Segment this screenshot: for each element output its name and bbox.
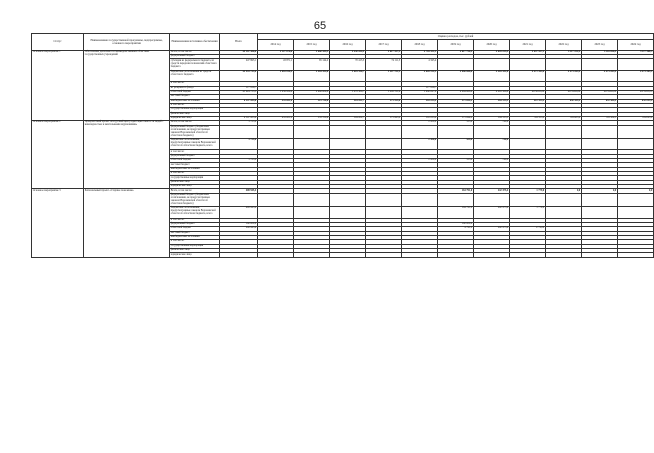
year-value-cell [330, 139, 366, 150]
year-value-cell: 651 584,5 [582, 99, 618, 103]
year-value-cell [474, 125, 510, 138]
year-value-cell: 651584,5 [582, 116, 618, 120]
year-value-cell: 2 450,0 [402, 121, 438, 125]
source-cell: в том числе: [170, 82, 220, 86]
source-cell: в том числе: [170, 103, 220, 107]
year-value-cell: 70 413,3 [330, 59, 366, 70]
source-cell: в том числе: [170, 218, 220, 222]
year-value-cell: 535,0 [438, 159, 474, 163]
year-value-cell: 4 475 263,9 [546, 70, 582, 81]
year-value-cell: 3 078 386,7 [330, 90, 366, 94]
year-value-cell: 3 980 097,8 [402, 90, 438, 94]
source-cell: внебюджетные источники [170, 99, 220, 103]
header-year: 2022 год [546, 40, 582, 50]
year-value-cell: 584 133,1 [474, 99, 510, 103]
year-value-cell [618, 207, 654, 218]
total-cell [220, 253, 258, 257]
year-value-cell: 4 785 331,3 [402, 50, 438, 54]
year-value-cell: 242 475,4 [474, 227, 510, 231]
year-value-cell: 4 475 263,9 [582, 70, 618, 81]
year-value-cell: 433 001,0 [258, 116, 294, 120]
source-cell: в том числе: [170, 172, 220, 176]
year-value-cell: 652093,4 [618, 116, 654, 120]
year-value-cell: 333 700,6 [294, 116, 330, 120]
year-value-cell: 1 779,0 [510, 189, 546, 193]
year-value-cell: 5 117 252,5 [546, 50, 582, 54]
year-value-cell [330, 253, 366, 257]
year-value-cell [546, 193, 582, 206]
year-value-cell: 4479163,88 [510, 90, 546, 94]
total-cell: 3 725,0 [220, 121, 258, 125]
year-value-cell [582, 207, 618, 218]
year-value-cell [438, 193, 474, 206]
header-year: 2023 год [582, 40, 618, 50]
total-cell: 117 916,7 [220, 86, 258, 90]
total-cell: 41 424 735,3 [220, 90, 258, 94]
year-value-cell [366, 139, 402, 150]
source-cell: внебюджетные источники [170, 235, 220, 239]
year-value-cell: 581 233,2 [402, 116, 438, 120]
header-year: 2016 год [330, 40, 366, 50]
year-value-cell [402, 125, 438, 138]
year-value-cell [258, 125, 294, 138]
header-year: 2024 год [618, 40, 654, 50]
year-value-cell: 4475262,88 [546, 90, 582, 94]
program-name-cell: Региональный проект «Старшее поколение» [84, 189, 170, 257]
header-year: 2017 год [366, 40, 402, 50]
year-value-cell: 1779,00 [510, 227, 546, 231]
year-value-cell: 4 265 166,0 [474, 90, 510, 94]
total-cell: 6 347 283,8 [220, 99, 258, 103]
year-value-cell: 164 791,0 [438, 207, 474, 218]
year-value-cell: 0,0 [582, 189, 618, 193]
total-cell: 160 000,0 [220, 222, 258, 226]
source-cell: федеральный бюджет [170, 55, 220, 59]
year-value-cell: 2 968 604,8 [294, 90, 330, 94]
header-year: 2018 год [402, 40, 438, 50]
year-value-cell [618, 253, 654, 257]
year-value-cell: 4 475 263,9 [618, 70, 654, 81]
budget-table [31, 33, 654, 258]
year-value-cell [366, 207, 402, 218]
source-cell: в том числе: [170, 150, 220, 154]
year-value-cell: 242 475,4 [474, 189, 510, 193]
header-source: Наименование источника обеспечения [170, 34, 220, 51]
total-cell: 6 347 283,8 [220, 116, 258, 120]
total-cell: 408 945,4 [220, 189, 258, 193]
source-cell: в том числе: [170, 240, 220, 244]
source-cell: федеральный бюджет [170, 154, 220, 158]
year-value-cell [618, 193, 654, 206]
year-value-cell: 740,0 [474, 139, 510, 150]
year-value-cell [366, 125, 402, 138]
year-value-cell: 650185,2 [546, 116, 582, 120]
year-value-cell: 242 475,4 [474, 207, 510, 218]
year-value-cell [510, 253, 546, 257]
year-value-cell: 740,0 [474, 121, 510, 125]
year-value-cell: 5 097 957,1 [510, 50, 546, 54]
year-value-cell [438, 125, 474, 138]
table-body [32, 50, 654, 257]
year-value-cell: 5 083 810,5 [258, 70, 294, 81]
year-value-cell: 575 995,0 [366, 99, 402, 103]
year-value-cell [582, 193, 618, 206]
year-value-cell [258, 253, 294, 257]
year-value-cell [582, 253, 618, 257]
year-value-cell [510, 139, 546, 150]
source-cell: государственные корпорации [170, 108, 220, 112]
source-cell: физические лица [170, 112, 220, 116]
year-value-cell: 5 817 107,3 [366, 50, 402, 54]
year-value-cell: 652 093,4 [618, 99, 654, 103]
year-value-cell [546, 207, 582, 218]
year-value-cell [258, 139, 294, 150]
year-value-cell: 504 202,7 [330, 116, 366, 120]
year-value-cell: 3 207 701,3 [366, 70, 402, 81]
source-cell: юридические лица [170, 185, 220, 189]
year-value-cell [618, 125, 654, 138]
year-value-cell [510, 193, 546, 206]
header-total: Всего [220, 34, 258, 51]
total-cell [220, 125, 258, 138]
year-value-cell [294, 253, 330, 257]
source-cell: бюджетные ассигнования, предусмотренные законом Воронежской области об областном бюджете, всего [170, 139, 220, 150]
year-value-cell: 4 617 790,5 [438, 50, 474, 54]
year-value-cell [546, 139, 582, 150]
year-value-cell [258, 193, 294, 206]
year-value-cell: 5 117 368,3 [618, 50, 654, 54]
year-value-cell [294, 139, 330, 150]
program-name-cell: Обеспечение деятельности межведомственных областных государственных учреждений [84, 50, 170, 121]
source-cell: бюджетные ассигнования, предусмотренные законом Воронежской области об областном бюджете, всего [170, 207, 220, 218]
year-value-cell: 584 133,1 [474, 116, 510, 120]
year-value-cell [330, 207, 366, 218]
year-value-cell [474, 59, 510, 70]
year-value-cell [618, 59, 654, 70]
year-value-cell: 5 060 189,3 [294, 50, 330, 54]
year-value-cell: 535,0 [438, 139, 474, 150]
source-cell: физические лица [170, 248, 220, 252]
year-value-cell [330, 193, 366, 206]
year-value-cell: 5 430 204,5 [330, 50, 366, 54]
total-cell: 248 945,4 [220, 227, 258, 231]
source-cell: Всего, в том числе: [170, 189, 220, 193]
year-value-cell: 4 265 182,8 [474, 70, 510, 81]
year-value-cell: 2 450,0 [402, 139, 438, 150]
year-value-cell: 0,0 [618, 189, 654, 193]
source-cell: государственные корпорации [170, 244, 220, 248]
year-value-cell [474, 193, 510, 206]
year-value-cell: 5 039 939,0 [258, 90, 294, 94]
year-value-cell [294, 125, 330, 138]
year-value-cell: 3 005 596,7 [330, 70, 366, 81]
header-year: 2021 год [510, 40, 546, 50]
total-cell: 247 993,1 [220, 59, 258, 70]
year-value-cell [366, 253, 402, 257]
year-value-cell: 4 471 163,0 [510, 70, 546, 81]
year-value-cell: 4 899 225,2 [474, 50, 510, 54]
year-value-cell: 740,0 [474, 159, 510, 163]
year-value-cell [258, 207, 294, 218]
source-cell: юридические лица [170, 253, 220, 257]
year-value-cell [402, 193, 438, 206]
status-cell: Основное мероприятие 3 [32, 189, 84, 257]
year-value-cell [618, 139, 654, 150]
source-cell: Всего, в том числе: [170, 50, 220, 54]
total-cell [220, 193, 258, 206]
year-value-cell [330, 125, 366, 138]
source-cell: из резервного фонда [170, 86, 220, 90]
year-value-cell: 650 185,2 [546, 99, 582, 103]
year-value-cell [546, 59, 582, 70]
year-value-cell: 611353,2 [510, 116, 546, 120]
source-cell: федеральный бюджет [170, 222, 220, 226]
year-value-cell: 3 209 761,4 [366, 90, 402, 94]
year-value-cell [294, 193, 330, 206]
year-value-cell [582, 59, 618, 70]
year-value-cell [366, 193, 402, 206]
status-cell: Основное мероприятие 1 [32, 50, 84, 121]
header-name: Наименование государственной программы, подпрограммы, основного мероприятия [84, 34, 170, 51]
year-value-cell: 433 001,0 [258, 99, 294, 103]
header-year: 2019 год [438, 40, 474, 50]
year-value-cell: 4 066 668,8 [438, 70, 474, 81]
year-value-cell [510, 59, 546, 70]
year-value-cell [438, 253, 474, 257]
source-cell: областной бюджет [170, 90, 220, 94]
year-value-cell: 4475263,88 [618, 90, 654, 94]
source-cell: федеральный бюджет (бюджетные ассигнования, не предусмотренные законом Воронежской области об областном бюджете) [170, 125, 220, 138]
year-value-cell: 117 916,7 [402, 86, 438, 90]
source-cell: областной бюджет [170, 159, 220, 163]
source-cell: государственные корпорации [170, 176, 220, 180]
year-value-cell: 65 144,2 [294, 59, 330, 70]
year-value-cell: 2 984 494,6 [294, 70, 330, 81]
year-value-cell: 5 127 676,0 [258, 50, 294, 54]
year-value-cell [438, 59, 474, 70]
year-value-cell: 1 779,0 [510, 207, 546, 218]
year-value-cell: 43 871,1 [258, 59, 294, 70]
year-value-cell: 0,0 [546, 189, 582, 193]
table-header [32, 34, 654, 51]
year-value-cell [474, 253, 510, 257]
year-value-cell: 583 233,2 [402, 99, 438, 103]
year-value-cell [546, 253, 582, 257]
year-value-cell: 575 995,2 [366, 116, 402, 120]
source-cell: субсидии из федерального бюджета, из средств передачи полномочий областного бюджета [170, 59, 220, 70]
year-value-cell: 5 116 896,5 [582, 50, 618, 54]
source-cell: местный бюджет [170, 95, 220, 99]
year-value-cell [582, 125, 618, 138]
source-cell: бюджетные ассигнования из средств областного бюджета [170, 70, 220, 81]
header-year: 2014 год [258, 40, 294, 50]
year-value-cell: 535,0 [438, 121, 474, 125]
year-value-cell: 4 064 668,8 [438, 90, 474, 94]
source-cell: федеральный бюджет (бюджетные ассигнования, не предусмотренные законом Воронежской области об областном бюджете) [170, 193, 220, 206]
source-cell: внебюджетные источники [170, 167, 220, 171]
year-value-cell: 504 201,7 [330, 99, 366, 103]
year-value-cell [546, 125, 582, 138]
year-value-cell: 74 111,5 [366, 59, 402, 70]
program-name-cell: Приоритетный проект «Ресурсный центр адаптации занятости людей с инвалидностью и ментальными нарушениями» [84, 121, 170, 189]
source-cell: местный бюджет [170, 163, 220, 167]
year-value-cell: 164 791,0 [438, 189, 474, 193]
total-cell: 3 725,0 [220, 159, 258, 163]
year-value-cell [294, 207, 330, 218]
year-value-cell: 323 700,6 [294, 99, 330, 103]
year-value-cell [402, 253, 438, 257]
year-value-cell: 571 694,2 [438, 116, 474, 120]
source-cell: местный бюджет [170, 231, 220, 235]
header-status: Статус [32, 34, 84, 51]
year-value-cell [582, 139, 618, 150]
header-year: 2015 год [294, 40, 330, 50]
total-cell: 408 945,4 [220, 207, 258, 218]
source-cell: юридические лица [170, 116, 220, 120]
year-value-cell: 4 345,4 [402, 59, 438, 70]
year-value-cell: 4 028 912,3 [402, 70, 438, 81]
page-number: 65 [313, 20, 327, 32]
header-year: 2020 год [474, 40, 510, 50]
source-cell: физические лица [170, 180, 220, 184]
year-value-cell: 4 791,0 [438, 227, 474, 231]
year-value-cell: 571 694,2 [438, 99, 474, 103]
source-cell: Всего, в том числе: [170, 121, 220, 125]
year-value-cell: 611 353,2 [510, 99, 546, 103]
status-cell: Основное мероприятие 2 [32, 121, 84, 189]
source-cell: областной бюджет [170, 227, 220, 231]
year-value-cell: 160 000,0 [438, 222, 474, 226]
year-value-cell [510, 125, 546, 138]
total-cell: 3 725,0 [220, 139, 258, 150]
total-cell: 42 943 743,0 [220, 70, 258, 81]
total-cell: 49 187 386,0 [220, 50, 258, 54]
year-value-cell: 2 450,0 [402, 159, 438, 163]
year-value-cell: 4475262,88 [582, 90, 618, 94]
year-value-cell [402, 207, 438, 218]
header-years-title: Оценка расходов, тыс. рублей [258, 34, 654, 40]
